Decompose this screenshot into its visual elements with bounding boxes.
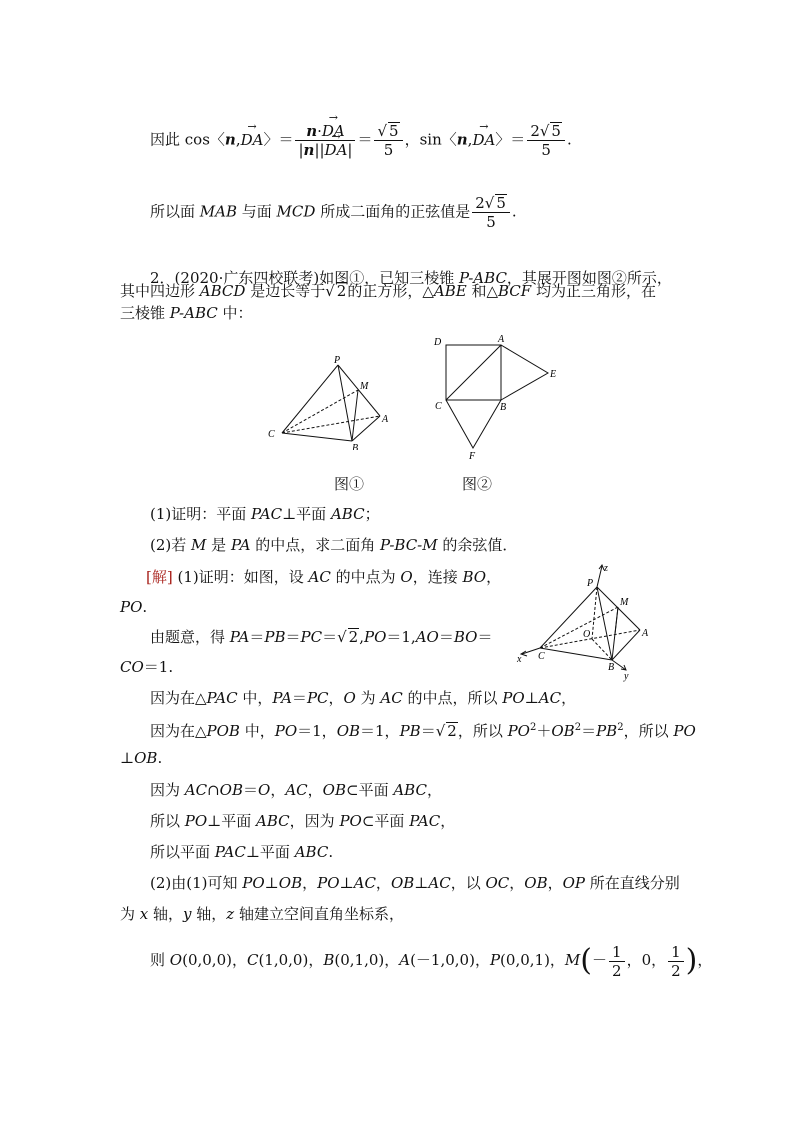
text: (－1,0,0)， (410, 951, 490, 969)
text: OB (219, 781, 243, 799)
text: 所在直线分别 (585, 874, 680, 892)
text: C (246, 951, 259, 969)
text: , (359, 628, 364, 646)
text: ⊥ (264, 874, 279, 892)
text: 三棱锥 (120, 304, 170, 322)
figure-1-caption: 图① (334, 475, 365, 493)
text: 中： (217, 304, 253, 322)
text: O (400, 568, 413, 586)
text: 的中点为 (330, 568, 401, 586)
text: ， (697, 951, 713, 969)
denominator: 5 (486, 213, 496, 231)
text: P-ABC (458, 269, 507, 287)
exponent: 2 (574, 722, 582, 733)
denominator: 5 (383, 141, 394, 159)
label-z: z (604, 563, 608, 574)
text: . (142, 598, 148, 616)
solution-line-12 (120, 904, 404, 924)
text: PO (120, 598, 143, 616)
text: ∩ (207, 781, 220, 799)
radicand: 5 (389, 122, 399, 140)
text: ＝ (322, 628, 338, 646)
edge-pb (597, 587, 612, 660)
text: ＝ (285, 628, 301, 646)
edge-pb (338, 365, 352, 441)
text: PO (507, 722, 530, 740)
solution-line-4 (120, 657, 173, 677)
text: CO (120, 658, 144, 676)
text: ＝ (291, 689, 307, 707)
text: ＝ (243, 781, 259, 799)
text: AC (285, 781, 308, 799)
text: ＝ (438, 628, 454, 646)
text: 由题意，得 (150, 628, 230, 646)
text: 2．(2020·广东四校联考)如图①，已知三棱锥 (150, 269, 459, 287)
text: 则 (150, 951, 170, 969)
label-o: O (583, 629, 591, 640)
text: OB (390, 874, 415, 892)
var-n: n (224, 130, 236, 149)
solution-line-13: 则 O(0,0,0)，C(1,0,0)，B(0,1,0)，A(－1,0,0)，P(0,0,1)，M(－ $\frac{1}{2}$ ，0， $\frac{1}{2}$ )， (150, 942, 713, 980)
text: OB (551, 722, 575, 740)
text: ， (328, 689, 344, 707)
text: ＋ (536, 722, 552, 740)
text: PA (230, 536, 251, 554)
text: 轴， (148, 905, 184, 923)
solution-line-1 (146, 567, 501, 587)
text: ⊂平面 (346, 781, 394, 799)
text: 中， (237, 689, 273, 707)
label-m: M (620, 597, 629, 608)
text: 与面 (237, 202, 277, 221)
text: AO (415, 628, 439, 646)
text: ， (486, 568, 502, 586)
text: AC (538, 689, 562, 707)
text: ⊥ (414, 874, 429, 892)
text: ABE (433, 282, 467, 300)
edge-pc (282, 365, 338, 433)
edge-pa (597, 587, 640, 630)
solution-line-6: 因为在△POB 中，PO＝1，OB＝1，PB＝√ 2，所以 $PO^2+OB^2=PB^2$，所以 PO (150, 722, 696, 740)
text: y (183, 905, 192, 923)
text: . (157, 749, 163, 767)
text: 因为在△ (150, 689, 207, 707)
text: | (298, 141, 304, 159)
fraction-2sqrt5-5: $\frac{2√ 5}{5}$ (527, 122, 565, 159)
text: P-ABC (169, 304, 218, 322)
text: OP (562, 874, 585, 892)
text: ABC (256, 812, 290, 830)
figure-2-caption: 图② (462, 475, 493, 493)
label-d: D (434, 337, 442, 348)
text: ，sin〈 (404, 130, 457, 149)
text: (2)若 (150, 536, 192, 554)
radicand: 2 (447, 722, 457, 740)
text: 因此 cos〈 (150, 130, 225, 149)
triangle-abe (501, 345, 548, 400)
text: ，连接 (412, 568, 463, 586)
text: ＝ (581, 722, 597, 740)
solution-line-9 (150, 811, 455, 831)
fraction-cos (295, 122, 355, 159)
text: 中， (239, 722, 275, 740)
text: ， (270, 781, 286, 799)
label-a: A (642, 628, 649, 639)
text: 其中四边形 (120, 282, 200, 300)
text: 所以平面 (150, 843, 215, 861)
text: 因为在△ (150, 722, 207, 740)
text: 的中点，所以 (402, 689, 503, 707)
text: ⊥平面 (245, 843, 295, 861)
text: x (139, 905, 149, 923)
text: ＝1， (360, 722, 400, 740)
text: ABC (330, 505, 365, 523)
coefficient: 2 (530, 122, 540, 140)
text: ＝1, (386, 628, 416, 646)
text: PO (673, 722, 696, 740)
radicand: 2 (336, 282, 347, 300)
text: . (566, 130, 572, 149)
label-m: M (360, 381, 369, 392)
text: ABC (393, 781, 427, 799)
text: OB (134, 749, 158, 767)
fraction-2sqrt5-5: $\frac{2√ 5}{5}$ (472, 194, 510, 231)
text: ⊂平面 (361, 812, 410, 830)
numerator: 1 (609, 943, 625, 962)
text: ，0， (626, 951, 667, 969)
fraction-half (668, 943, 684, 980)
solution-line-2 (120, 597, 147, 617)
radicand: 5 (551, 122, 561, 140)
text: 所成二面角的正弦值是 (315, 202, 471, 221)
denominator: 2 (671, 961, 681, 980)
text: BO (462, 568, 487, 586)
text: (0,0,1)， (500, 951, 565, 969)
solution-line-8 (150, 780, 442, 800)
text: 的余弦值． (437, 536, 518, 554)
text: PA (272, 689, 292, 707)
text: PO (363, 628, 387, 646)
label-c: C (435, 401, 442, 412)
text: ＝1. (143, 658, 174, 676)
text: 是 (206, 536, 231, 554)
text: 是边长等于 (245, 282, 326, 300)
problem-line-2-body: 其中四边形 ABCD 是边长等于√ 2的正方形，△ABE 和△BCF 均为正三角形，在 (120, 282, 656, 300)
text: PB (399, 722, 421, 740)
text: ⊥ (339, 874, 354, 892)
text: P (489, 951, 501, 969)
text: AC (428, 874, 451, 892)
text: ， (547, 874, 563, 892)
text: OB (524, 874, 548, 892)
figure-3-coordinate-tetrahedron (512, 562, 662, 682)
text: ， (440, 812, 456, 830)
text: 轴， (191, 905, 227, 923)
text: AC (308, 568, 331, 586)
text: | (347, 141, 353, 159)
segment-m-foot (615, 607, 618, 634)
label-x: x (517, 654, 522, 665)
label-b: B (500, 402, 507, 413)
figure-1-tetrahedron (262, 355, 392, 450)
denominator: 5 (541, 141, 551, 159)
text: B (323, 951, 335, 969)
solution-line-11 (150, 873, 680, 893)
text: ＝ (477, 628, 493, 646)
text: PO (339, 812, 362, 830)
text: 〉＝ (495, 130, 526, 149)
text: ⊥平面 (207, 812, 257, 830)
text: A (399, 951, 411, 969)
text: 〉＝ (263, 130, 294, 149)
vector-da: → DA (322, 122, 345, 140)
solution-line-7 (120, 748, 162, 768)
radicand: 2 (348, 628, 359, 646)
text: 因为 (150, 781, 185, 799)
text: ， (302, 874, 318, 892)
text: PO (502, 689, 525, 707)
text: O (258, 781, 271, 799)
text: 和△ (466, 282, 498, 300)
text: ； (364, 505, 380, 523)
fraction-sqrt5-5: $\frac{√ 5}{5}$ (374, 122, 402, 159)
label-b: B (608, 662, 615, 673)
text: PO (184, 812, 208, 830)
text: ⊥ (524, 689, 539, 707)
edge-cb (282, 433, 352, 441)
text: PB (596, 722, 618, 740)
text: z (226, 905, 235, 923)
text: OB (278, 874, 303, 892)
text: (1)证明：平面 (150, 505, 252, 523)
text: ABCD (199, 282, 246, 300)
text: ＝1， (297, 722, 337, 740)
text: ，因为 (289, 812, 340, 830)
text: O (169, 951, 183, 969)
text: ，以 (450, 874, 486, 892)
label-a: A (498, 334, 505, 345)
text: PO (317, 874, 340, 892)
label-f: F (469, 451, 476, 461)
edge-bm (352, 390, 358, 441)
text: ＝ (357, 130, 373, 149)
text: 所以 (150, 812, 185, 830)
text: 轴建立空间直角坐标系， (234, 905, 404, 923)
text: ，其展开图如图②所示， (506, 269, 672, 287)
formula-cos-sin (150, 122, 572, 159)
label-p: P (587, 578, 594, 589)
question-1 (150, 504, 380, 524)
sine-conclusion (150, 194, 517, 231)
solution-line-3: 由题意，得 PA＝PB＝PC＝√ 2,PO＝1,AO＝BO＝ (150, 628, 493, 646)
problem-line-3 (120, 303, 253, 323)
text: BO (453, 628, 478, 646)
text: ＝ (249, 628, 265, 646)
plane-mab: MAB (199, 202, 237, 221)
numerator: 1 (668, 943, 684, 962)
solution-line-10 (150, 842, 333, 862)
text: 均为正三角形，在 (531, 282, 656, 300)
text: － (592, 951, 608, 969)
text: O (343, 689, 356, 707)
text: PAC (251, 505, 283, 523)
segment-cm-hidden (540, 607, 618, 648)
text: PO (274, 722, 298, 740)
coefficient: 2 (475, 194, 485, 212)
text: ＝ (420, 722, 436, 740)
edge-pa (338, 365, 380, 416)
text: ⊥平面 (282, 505, 331, 523)
label-b: B (352, 443, 359, 450)
text: PB (264, 628, 286, 646)
text: M (191, 536, 207, 554)
text: P-BC-M (380, 536, 438, 554)
edge-cb (540, 648, 612, 660)
text: (0,0,0)， (182, 951, 247, 969)
text: · (317, 122, 322, 140)
text: . (328, 843, 334, 861)
text: ， (375, 874, 391, 892)
text: OB (322, 781, 346, 799)
text: 为 (120, 905, 140, 923)
var-n: n (456, 130, 468, 149)
vector-da: → DA (241, 126, 264, 154)
text: AC (184, 781, 208, 799)
label-y: y (624, 671, 629, 682)
text: (1,0,0)， (258, 951, 324, 969)
text: 的正方形，△ (347, 282, 434, 300)
text: PC (300, 628, 323, 646)
text: PAC (409, 812, 441, 830)
label-c: C (268, 429, 275, 440)
text: || (314, 141, 325, 159)
segment-po-hidden (592, 587, 597, 639)
radicand: 5 (496, 194, 506, 212)
text: 为 (355, 689, 381, 707)
text: ，所以 (457, 722, 508, 740)
text: OC (485, 874, 510, 892)
vector-da: → DA (325, 141, 348, 159)
text: (2)由(1)可知 (150, 874, 243, 892)
text: 的中点，求二面角 (250, 536, 381, 554)
question-2 (150, 535, 517, 555)
label-e: E (550, 369, 557, 380)
text: M (564, 951, 581, 969)
label-p: P (334, 355, 341, 366)
label-c: C (538, 651, 545, 662)
var-n: n (303, 141, 315, 159)
text: ABC (294, 843, 329, 861)
exponent: 2 (529, 722, 537, 733)
figure-2-net (430, 333, 560, 461)
text: ， (307, 781, 323, 799)
plane-mcd: MCD (276, 202, 316, 221)
exponent: 2 (617, 722, 624, 733)
text: OB (336, 722, 361, 740)
text: POB (206, 722, 240, 740)
text: 所以面 (150, 202, 200, 221)
text: PC (306, 689, 329, 707)
label-a: A (382, 414, 389, 425)
solution-tag: [解] (146, 568, 173, 586)
text: ， (426, 781, 442, 799)
text: AC (353, 874, 376, 892)
diagonal-ca (446, 345, 501, 400)
text: ，所以 (623, 722, 674, 740)
triangle-bcf (446, 400, 501, 448)
text: , (467, 130, 473, 149)
text: ， (561, 689, 577, 707)
var-n: n (306, 122, 318, 140)
text: PAC (206, 689, 238, 707)
fraction-half (609, 943, 625, 980)
text: PAC (214, 843, 246, 861)
text: (0,1,0)， (334, 951, 400, 969)
text: ⊥ (120, 749, 135, 767)
text: . (511, 202, 517, 221)
text: PO (242, 874, 265, 892)
text: (1)证明：如图，设 (177, 568, 309, 586)
text: PA (229, 628, 250, 646)
text: BCF (497, 282, 532, 300)
denominator: 2 (612, 961, 622, 980)
text: AC (380, 689, 403, 707)
solution-line-5 (150, 688, 576, 708)
text: , (235, 130, 241, 149)
text: ， (509, 874, 525, 892)
vector-da: → DA (472, 126, 495, 154)
